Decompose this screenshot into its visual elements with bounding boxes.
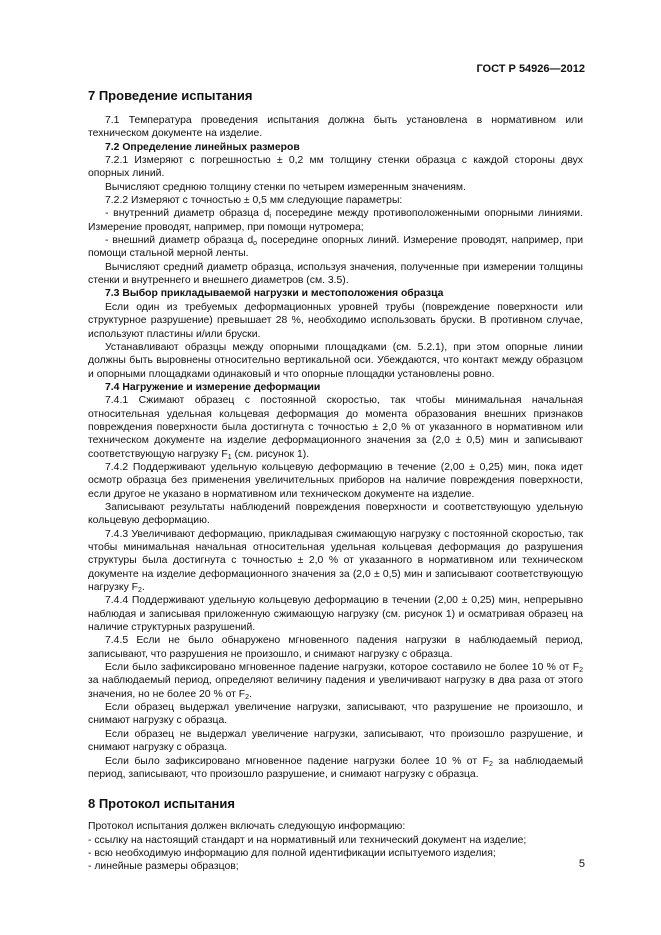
paragraph-7-2-1-mean: Вычисляют среднюю толщину стенки по четырем измеренным значениям. [105,181,466,193]
report-intro: Протокол испытания должен включать следующую информацию: [88,821,406,833]
paragraph-7-4-2-record: Записывают результаты наблюдений повреждения поверхности и соответствующую удельную кольцевую деформацию. [88,501,583,527]
paragraph-7-4-5-withstood: Если образец выдержал увеличение нагрузки, записывают, что разрушение не произошло, и снимают нагрузку с образца. [88,702,583,727]
paragraph-7-4-5-drop-le-10: Если было зафиксировано мгновенное падение нагрузки, которое составило не более 10 % от $F_2$ за наблюдаемый период, определяют величину падения и увеличивают нагрузку в два раза от этого значения, но не более 20 % от $F_2$. [88,662,583,701]
paragraph-7-2-1: 7.2.1 Измеряют с погрешностью ± 0,2 мм толщину стенки образца с каждой стороны двух опорных линий. [88,155,583,180]
paragraph-7-4-4: 7.4.4 Поддерживают удельную кольцевую деформацию в течении (2,00 ± 0,25) мин, непрерывно наблюдая и записывая приложенную сжимающую нагрузку (см. рисунок 1) и осматривая образец на наличие структурных разрушений. [88,595,583,634]
heading-7-4: 7.4 Нагружение и измерение деформации [105,381,321,393]
standard-designation: ГОСТ Р 54926—2012 [476,63,585,75]
bullet-outer-diameter: - внешний диаметр образца $d_o$ посередине опорных линий. Измерение проводят, например, при помощи стальной мерной ленты. [88,235,583,260]
paragraph-7-3-placement: Устанавливают образцы между опорными площадками (см. 5.2.1), при этом опорные линии должны быть выровнены относительно вертикальной оси. Убеждаются, что контакт между образцом и опорными площадками одинаковый и что опорные площадки установлены ровно. [88,341,583,380]
paragraph-7-4-5-not-withstood: Если образец не выдержал увеличение нагрузки, записывают, что произошло разрушение, и снимают нагрузку с образца. [88,728,583,754]
page-number: 5 [578,858,585,870]
section-8-title: 8 Протокол испытания [88,796,235,812]
bullet-inner-diameter: - внутренний диаметр образца $d_i$ посередине между противоположенными опорными линиями. Измерение проводят, например, при помощи нутромера; [88,208,583,233]
heading-7-3: 7.3 Выбор прикладываемой нагрузки и местоположения образца [105,288,444,300]
paragraph-7-4-5: 7.4.5 Если не было обнаружено мгновенного падения нагрузки в наблюдаемый период, записывают, что разрушения не произошло, и снимают нагрузку с образца. [88,635,583,660]
report-item: - линейные размеры образцов; [88,861,239,873]
paragraph-7-4-3: 7.4.3 Увеличивают деформацию, прикладывая сжимающую нагрузку с постоянной скоростью, так чтобы минимальная начальная относительная удельная кольцевая деформация до разрушения структуры была достигнута с точностью ± 2,0 % от указанного в нормативном или техническом документе на изделие деформационного значения за (2,0 ± 0,5) мин и записывают соответствующую нагрузку $F_2$. [88,528,583,595]
report-item: - ссылку на настоящий стандарт и на нормативный или технический документ на изделие; [88,834,527,846]
paragraph-7-4-2: 7.4.2 Поддерживают удельную кольцевую деформацию в течение (2,00 ± 0,25) мин, пока идет осмотр образца без применения увеличительных приборов на наличие повреждения поверхности, если другое не указано в нормативном или техническом документе на изделие. [88,461,583,500]
paragraph-7-2-2: 7.2.2 Измеряют с точностью ± 0,5 мм следующие параметры: [105,195,403,207]
paragraph-7-3-bars: Если один из требуемых деформационных уровней трубы (повреждение поверхности или структурное разрушение) превышает 28 %, необходимо использовать бруски. В противном случае, используют пластины и/или бруски. [88,301,583,340]
paragraph-7-1: 7.1 Температура проведения испытания должна быть установлена в нормативном или техническом документе на изделие. [88,115,583,140]
paragraph-7-4-5-drop-gt-10: Если было зафиксировано мгновенное падение нагрузки более 10 % от $F_2$ за наблюдаемый период, записывают, что произошло разрушение, и снимают нагрузку с образца. [88,755,584,780]
section-7-title: 7 Проведение испытания [88,88,253,103]
report-item: - всю необходимую информацию для полной идентификации испытуемого изделия; [88,847,496,859]
document-body [88,87,583,874]
paragraph-7-2-2-mean-diameter: Вычисляют средний диаметр образца, используя значения, полученные при измерении толщины стенки и внутреннего и внешнего диаметров (см. 3.5). [88,261,583,287]
paragraph-7-4-1: 7.4.1 Сжимают образец с постоянной скоростью, так чтобы минимальная начальная относительная удельная кольцевая деформация до момента образования внешних признаков повреждения поверхности была достигнута с точностью ± 2,0 % от указанного в нормативном или техническом документе на изделие деформационного значения за (2,0 ± 0,5) мин и записывают соответствующую нагрузку $F_1$ (см. рисунок 1). [88,395,583,461]
heading-7-2: 7.2 Определение линейных размеров [105,141,300,153]
